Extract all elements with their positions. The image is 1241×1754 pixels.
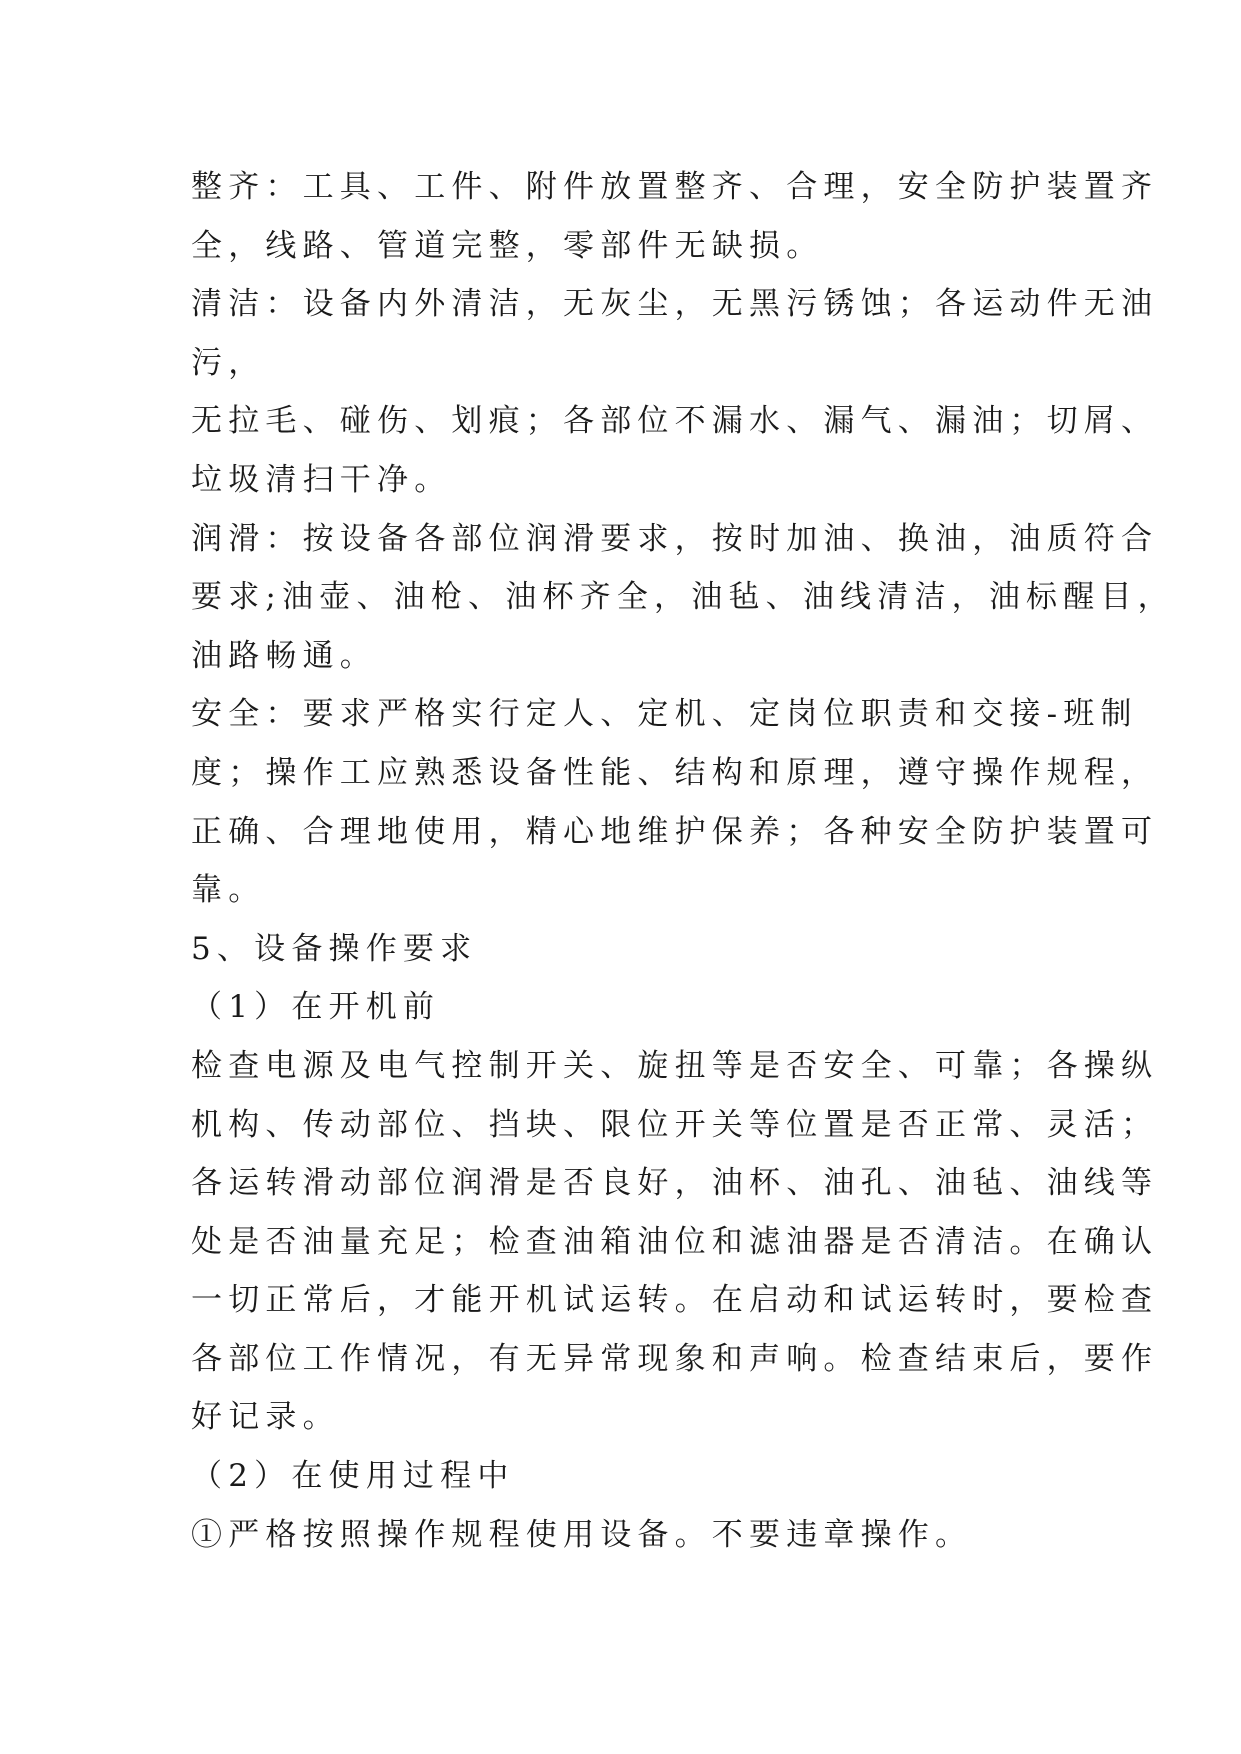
- text-line: 各部位工作情况，有无异常现象和声响。检查结束后，要作: [191, 1340, 1159, 1377]
- text-line: 检查电源及电气控制开关、旋扭等是否安全、可靠；各操纵: [191, 1047, 1159, 1084]
- text-line: 处是否油量充足；检查油箱油位和滤油器是否清洁。在确认: [191, 1223, 1159, 1260]
- subsection-heading: （2）在使用过程中: [191, 1458, 515, 1495]
- text-line: 清洁：设备内外清洁，无灰尘，无黑污锈蚀；各运动件无油: [191, 286, 1159, 323]
- text-line: 靠。: [191, 872, 266, 909]
- text-line: 垃圾清扫干净。: [191, 461, 452, 498]
- section-heading: 5、设备操作要求: [191, 930, 478, 967]
- text-line: 全，线路、管道完整，零部件无缺损。: [191, 227, 824, 264]
- body-text: [191, 158, 1175, 1564]
- text-line: 安全：要求严格实行定人、定机、定岗位职责和交接-班制: [191, 696, 1138, 733]
- text-line: 正确、合理地使用，精心地维护保养；各种安全防护装置可: [191, 813, 1159, 850]
- text-line: 各运转滑动部位润滑是否良好，油杯、油孔、油毡、油线等: [191, 1165, 1159, 1202]
- text-line: 润滑：按设备各部位润滑要求，按时加油、换油，油质符合: [191, 520, 1159, 557]
- list-item: ①严格按照操作规程使用设备。不要违章操作。: [191, 1516, 973, 1553]
- subsection-heading: （1）在开机前: [191, 989, 441, 1026]
- text-line: 油路畅通。: [191, 637, 377, 674]
- text-line: 污，: [191, 344, 266, 381]
- text-line: 一切正常后，才能开机试运转。在启动和试运转时，要检查: [191, 1282, 1159, 1319]
- text-line: 无拉毛、碰伤、划痕；各部位不漏水、漏气、漏油；切屑、: [191, 403, 1159, 440]
- text-line: 要求;油壶、油枪、油杯齐全，油毡、油线清洁，油标醒目，: [191, 579, 1175, 616]
- text-line: 度；操作工应熟悉设备性能、结构和原理，遵守操作规程，: [191, 754, 1159, 791]
- text-line: 整齐：工具、工件、附件放置整齐、合理，安全防护装置齐: [191, 169, 1159, 205]
- text-line: 机构、传动部位、挡块、限位开关等位置是否正常、灵活；: [191, 1106, 1159, 1143]
- text-line: 好记录。: [191, 1399, 340, 1436]
